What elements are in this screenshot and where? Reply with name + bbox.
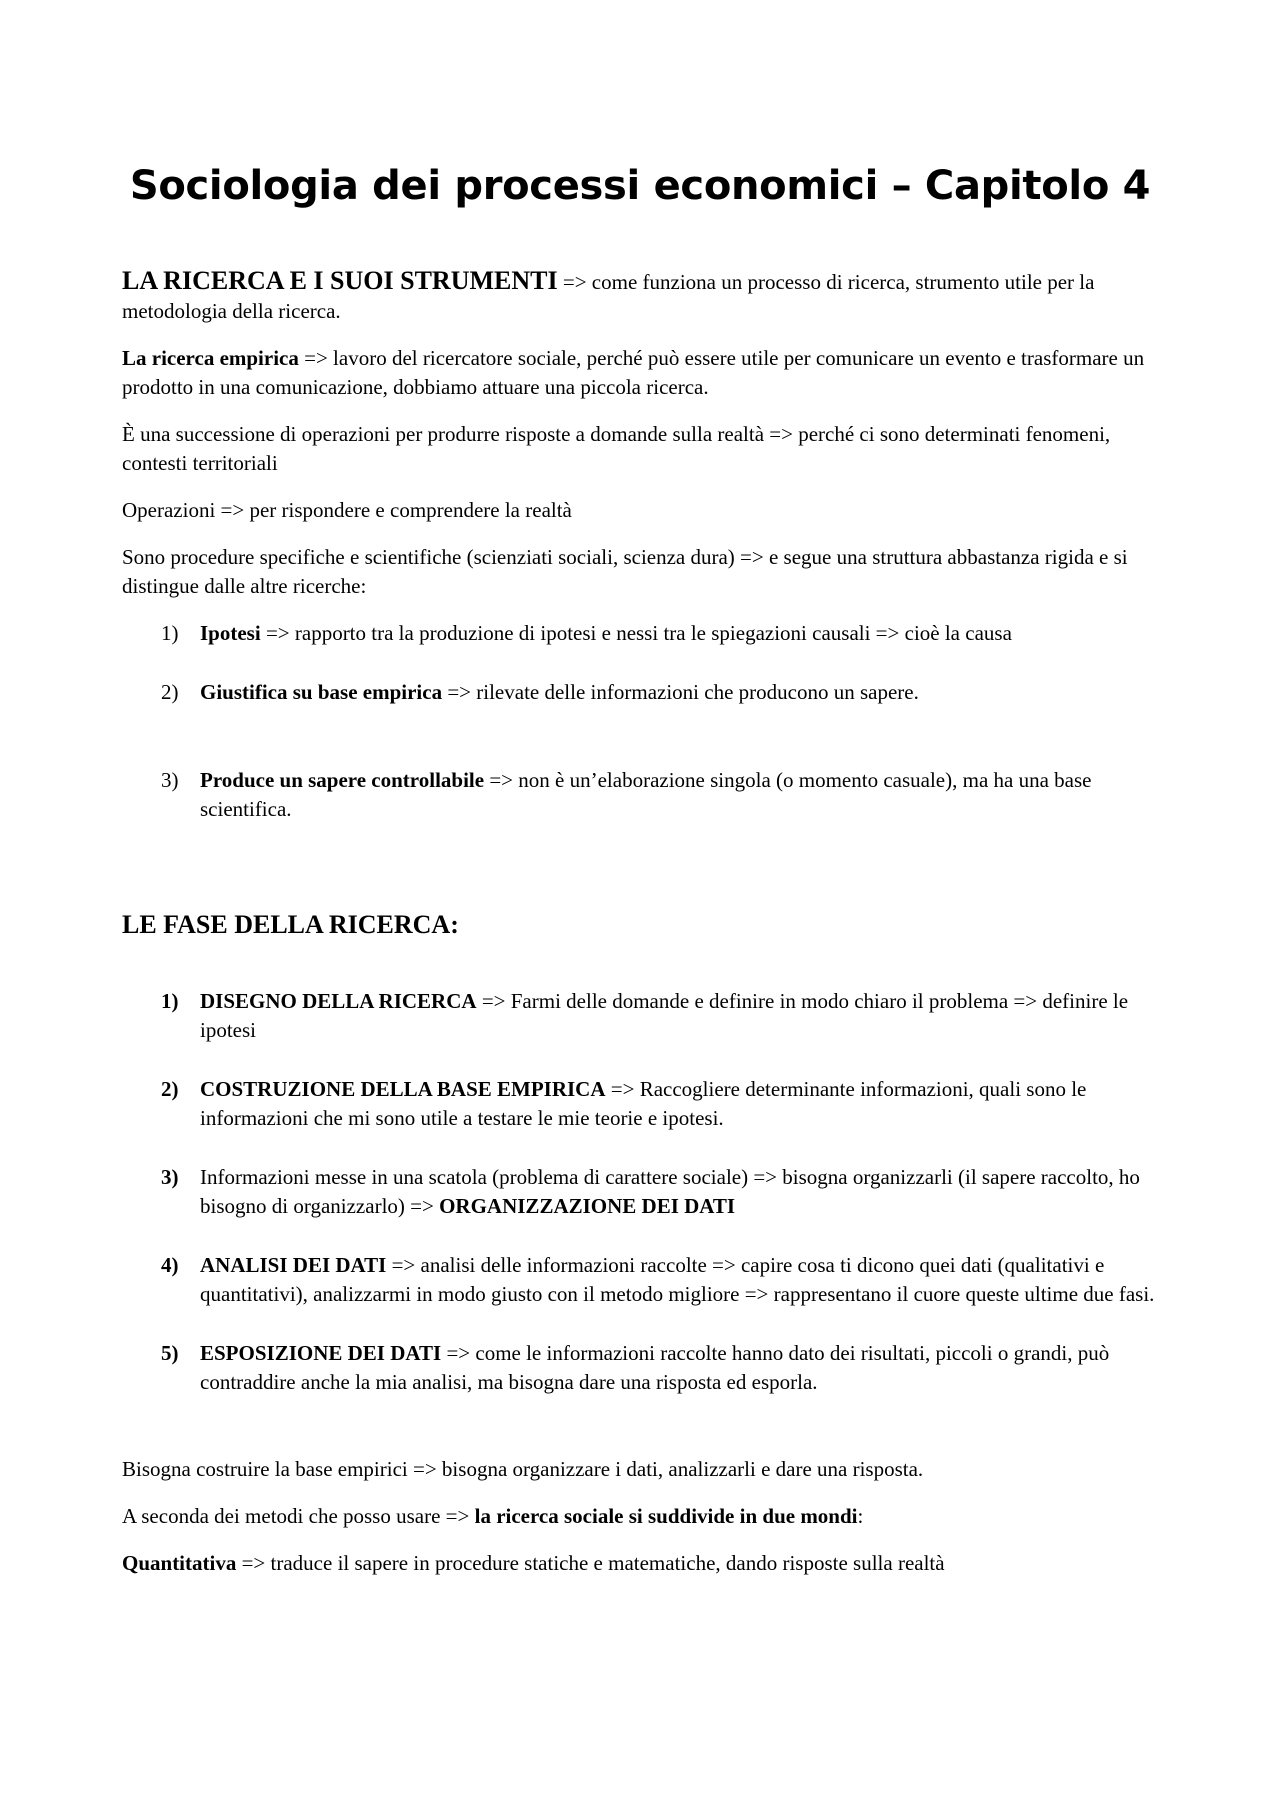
list-number: 4) bbox=[161, 1253, 179, 1277]
list-item-term: COSTRUZIONE DELLA BASE EMPIRICA bbox=[200, 1077, 606, 1101]
definition-quantitativa: => traduce il sapere in procedure statiche e matematiche, dando risposte sulla realtà bbox=[236, 1551, 945, 1575]
list-item bbox=[122, 1075, 1158, 1133]
section-heading-description: => come funziona un processo di ricerca, strumento utile per la metodologia della ricerca. bbox=[122, 270, 1095, 323]
list-number: 1) bbox=[161, 621, 179, 645]
list-item-term: Produce un sapere controllabile bbox=[200, 768, 485, 792]
list-item bbox=[122, 678, 1158, 707]
paragraph-due-mondi bbox=[122, 1502, 1158, 1531]
list-item-term: Giustifica su base empirica bbox=[200, 680, 443, 704]
list-item bbox=[122, 766, 1158, 824]
list-item bbox=[122, 1339, 1158, 1397]
list-number: 1) bbox=[161, 989, 179, 1013]
list-number: 3) bbox=[161, 768, 179, 792]
list-item-text: => Farmi delle domande e definire in modo chiaro il problema => definire le ipotesi bbox=[200, 989, 1129, 1042]
list-item bbox=[122, 619, 1158, 648]
definition-ricerca-empirica: => lavoro del ricercatore sociale, perché può essere utile per comunicare un evento e trasformare un prodotto in una comunicazione, dobbiamo attuare una piccola ricerca. bbox=[122, 346, 1145, 399]
term-ricerca-empirica: La ricerca empirica bbox=[122, 346, 299, 370]
paragraph-operazioni: Operazioni => per rispondere e comprendere la realtà bbox=[122, 498, 572, 522]
section-heading-ricerca: LA RICERCA E I SUOI STRUMENTI bbox=[122, 266, 558, 295]
list-item bbox=[122, 987, 1158, 1045]
paragraph-due-mondi-start: A seconda dei metodi che posso usare => bbox=[122, 1504, 475, 1528]
list-item bbox=[122, 1163, 1158, 1221]
list-item bbox=[122, 1251, 1158, 1309]
characteristics-list bbox=[122, 619, 1158, 824]
list-item-term: DISEGNO DELLA RICERCA bbox=[200, 989, 477, 1013]
term-due-mondi: la ricerca sociale si suddivide in due mondi bbox=[474, 1504, 858, 1528]
list-number: 2) bbox=[161, 1077, 179, 1101]
list-number: 5) bbox=[161, 1341, 179, 1365]
list-item-text: => non è un’elaborazione singola (o momento casuale), ma ha una base scientifica. bbox=[200, 768, 1092, 821]
list-item-term: ORGANIZZAZIONE DEI DATI bbox=[439, 1194, 736, 1218]
list-item-text: => rapporto tra la produzione di ipotesi e nessi tra le spiegazioni causali => cioè la causa bbox=[260, 621, 1012, 645]
list-item-text: => Raccogliere determinante informazioni, quali sono le informazioni che mi sono utile a testare le mie teorie e ipotesi. bbox=[200, 1077, 1087, 1130]
paragraph-due-mondi-end: : bbox=[857, 1504, 864, 1528]
phases-list bbox=[122, 987, 1158, 1397]
term-quantitativa: Quantitativa bbox=[122, 1551, 237, 1575]
paragraph-successione: È una successione di operazioni per produrre risposte a domande sulla realtà => perché ci sono determinati fenomeni, contesti territoriali bbox=[122, 422, 1111, 475]
list-item-term: Ipotesi bbox=[200, 621, 261, 645]
paragraph-procedure: Sono procedure specifiche e scientifiche (scienziati sociali, scienza dura) => e segue una struttura abbastanza rigida e si distingue dalle altre ricerche: bbox=[122, 545, 1128, 598]
document-title: Sociologia dei processi economici – Capitolo 4 bbox=[129, 163, 1151, 209]
paragraph-base-empirica: Bisogna costruire la base empirici => bisogna organizzare i dati, analizzarli e dare una risposta. bbox=[122, 1457, 924, 1481]
paragraph-ricerca-empirica bbox=[122, 344, 1158, 402]
section-heading-fasi: LE FASE DELLA RICERCA: bbox=[122, 910, 459, 939]
list-item-text: => analisi delle informazioni raccolte => capire cosa ti dicono quei dati (qualitativi e quantitativi), analizzarmi in modo giusto con il metodo migliore => rappresentano il cuore queste ultime due fasi. bbox=[200, 1253, 1155, 1306]
list-item-text: => rilevate delle informazioni che producono un sapere. bbox=[442, 680, 919, 704]
document-body bbox=[122, 266, 1158, 1578]
list-item-text: Informazioni messe in una scatola (problema di carattere sociale) => bisogna organizzarli (il sapere raccolto, ho bisogno di organizzarlo) => bbox=[200, 1165, 1140, 1218]
list-number: 2) bbox=[161, 680, 179, 704]
section-intro-paragraph bbox=[122, 266, 1158, 326]
list-item-text: => come le informazioni raccolte hanno dato dei risultati, piccoli o grandi, può contraddire anche la mia analisi, ma bisogna dare una risposta ed esporla. bbox=[200, 1341, 1110, 1394]
list-item-term: ESPOSIZIONE DEI DATI bbox=[200, 1341, 442, 1365]
list-item-term: ANALISI DEI DATI bbox=[200, 1253, 387, 1277]
list-number: 3) bbox=[161, 1165, 179, 1189]
paragraph-quantitativa bbox=[122, 1549, 1158, 1578]
